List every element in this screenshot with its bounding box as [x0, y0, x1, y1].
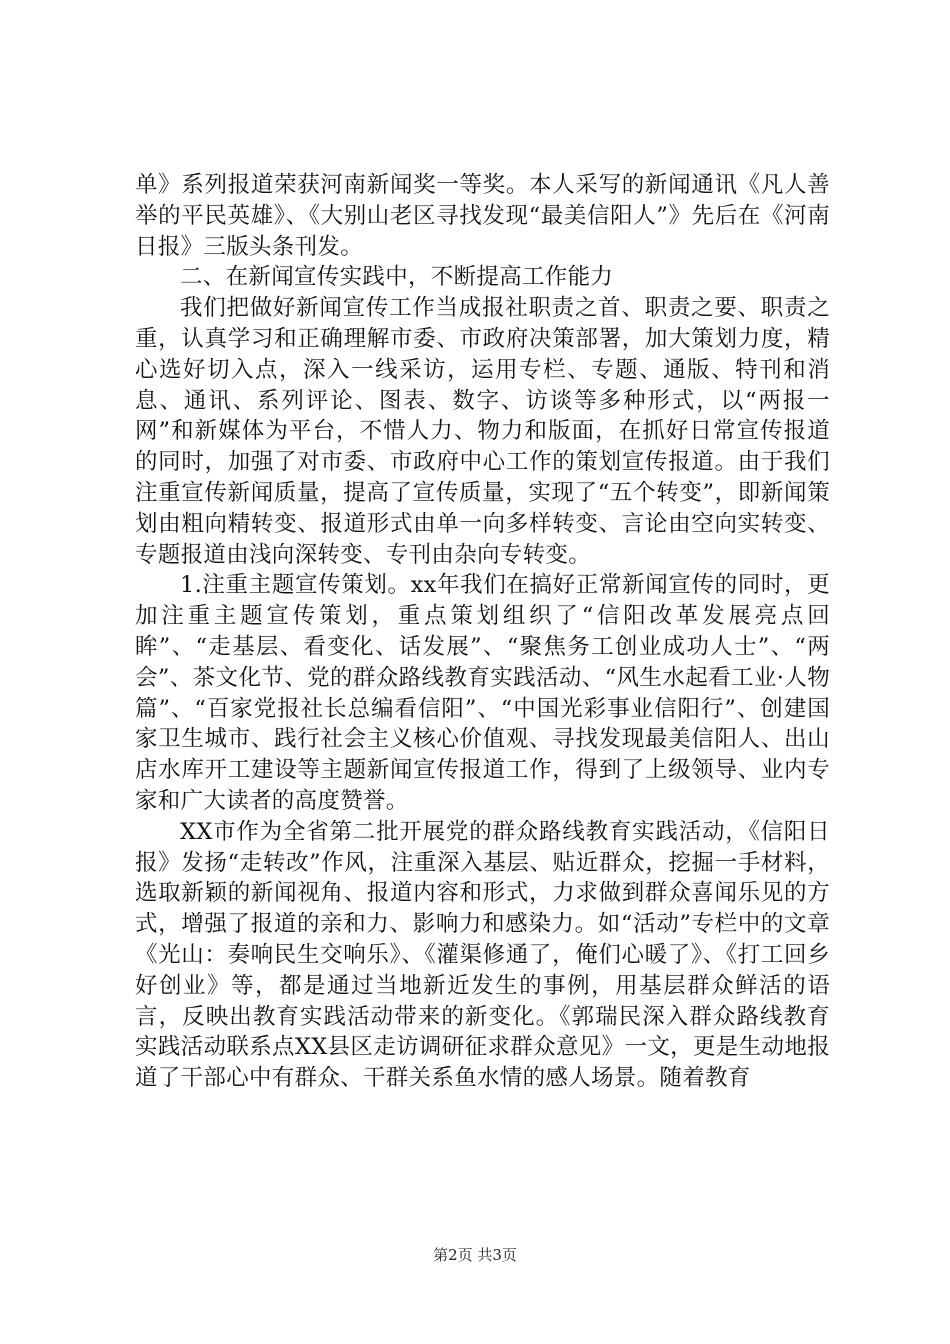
page-number-footer: 第2页 共3页 — [433, 1246, 517, 1264]
paragraph-mass-line: XX市作为全省第二批开展党的群众路线教育实践活动，《信阳日报》发扬“走转改”作风，注重深入基层、贴近群众，挖掘一手材料，选取新颖的新闻视角、报道内容和形式，力求做到群众喜闻乐见的方式，增强了报道的亲和力、影响力和感染力。如“活动”专栏中的文章《光山：奏响民生交响乐》、《灌渠修通了，俺们心暖了》、《打工回乡好创业》等，都是通过当地新近发生的事例，用基层群众鲜活的语言，反映出教育实践活动带来的新变化。《郭瑞民深入群众路线教育实践活动联系点XX县区走访调研征求群众意见》一文，更是生动地报道了干部心中有群众、干群关系鱼水情的感人场景。随着教育 — [135, 818, 830, 1092]
section-heading-2: 二、在新闻宣传实践中，不断提高工作能力 — [180, 264, 614, 291]
paragraph-news-work: 我们把做好新闻宣传工作当成报社职责之首、职责之要、职责之重，认真学习和正确理解市委、市政府决策部署，加大策划力度，精心选好切入点，深入一线采访，运用专栏、专题、通版、特刊和消息、通讯、系列评论、图表、数字、访谈等多种形式，以“两报一网”和新媒体为平台，不惜人力、物力和版面，在抓好日常宣传报道的同时，加强了对市委、市政府中心工作的策划宣传报道。由于我们注重宣传新闻质量，提高了宣传质量，实现了“五个转变”，即新闻策划由粗向精转变、报道形式由单一向多样转变、言论由空向实转变、专题报道由浅向深转变、专刊由杂向专转变。 — [135, 295, 830, 568]
paragraph-theme-planning: 1.注重主题宣传策划。xx年我们在搞好正常新闻宣传的同时，更加注重主题宣传策划，重点策划组织了“信阳改革发展亮点回眸”、“走基层、看变化、话发展”、“聚焦务工创业成功人士”、“两会”、茶文化节、党的群众路线教育实践活动、“风生水起看工业·人物篇”、“百家党报社长总编看信阳”、“中国光彩事业信阳行”、创建国家卫生城市、践行社会主义核心价值观、寻找发现最美信阳人、出山店水库开工建设等主题新闻宣传报道工作，得到了上级领导、业内专家和广大读者的高度赞誉。 — [135, 572, 830, 814]
document-body — [135, 170, 830, 1094]
paragraph-continued-awards: 单》系列报道荣获河南新闻奖一等奖。本人采写的新闻通讯《凡人善举的平民英雄》、《大别山老区寻找发现“最美信阳人”》先后在《河南日报》三版头条刊发。 — [135, 172, 830, 260]
